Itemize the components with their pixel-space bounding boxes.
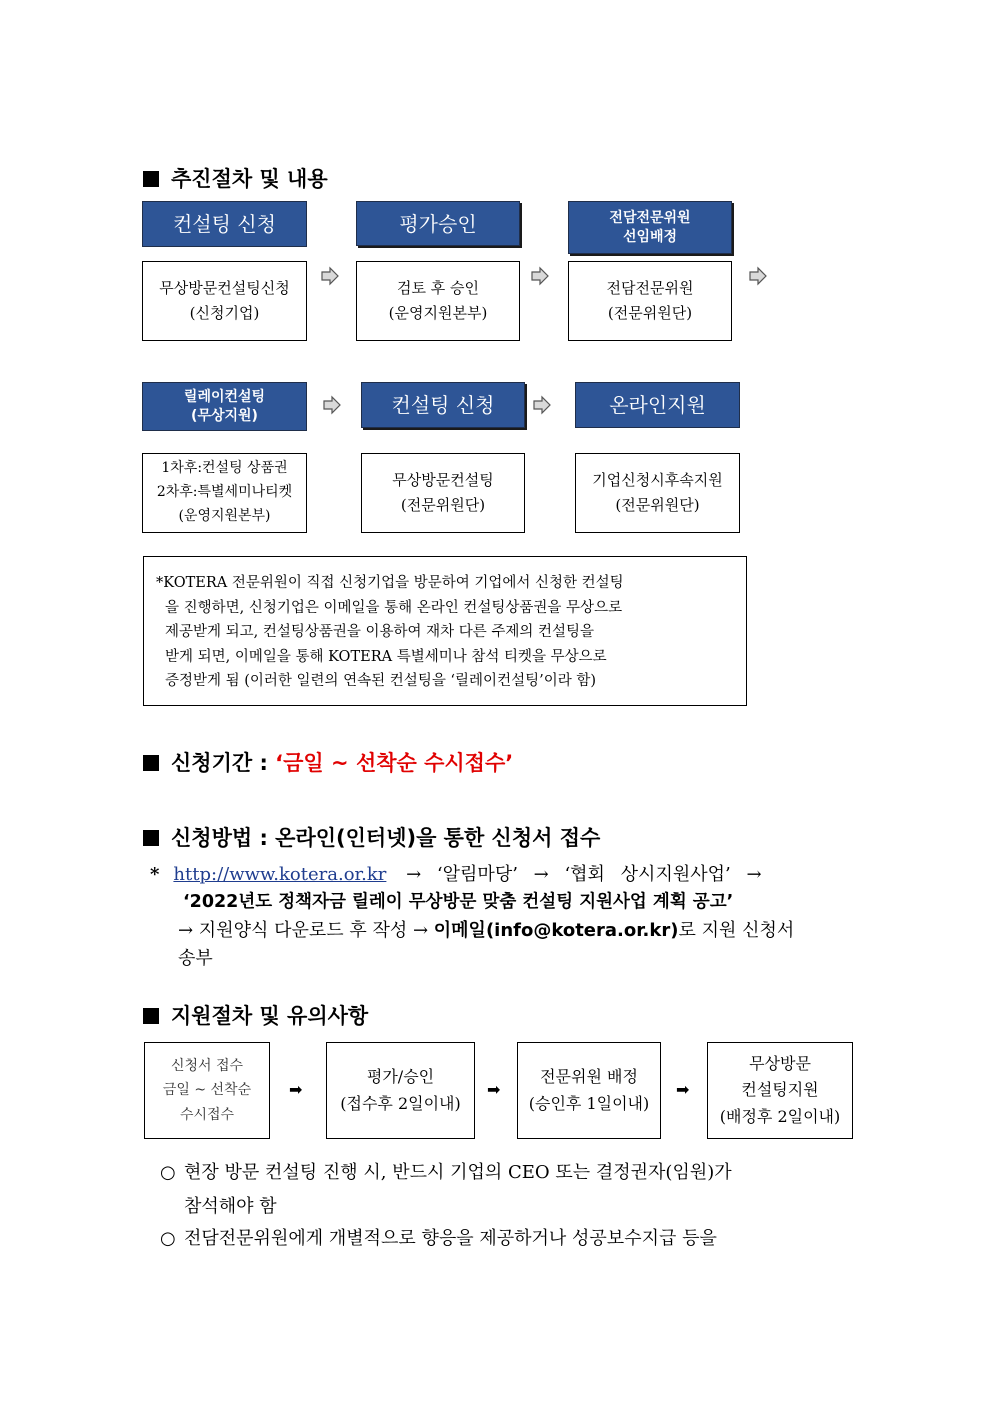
heading-text: 지원절차 및 유의사항 <box>171 1004 369 1028</box>
step-box-expert <box>568 261 732 341</box>
notice-line: 전담전문위원에게 개별적으로 향응을 제공하거나 성공보수지급 등을 <box>184 1228 717 1249</box>
step-header-line: 선임배정 <box>622 228 678 245</box>
step-header-line: 릴레이컨설팅 <box>183 389 266 406</box>
note-line: *KOTERA 전문위원이 직접 신청기업을 방문하여 기업에서 신청한 컨설팅 <box>156 575 624 591</box>
section-heading-period <box>143 747 513 777</box>
method-line-2 <box>183 888 733 913</box>
flow-step-evaluation <box>326 1042 475 1139</box>
step-box-line: 2차후:특별세미나티켓 <box>156 484 293 501</box>
step-header-label: 컨설팅 신청 <box>391 393 495 417</box>
section-heading-support-procedure <box>143 1000 368 1030</box>
section-heading-method <box>143 822 600 852</box>
step-header-line: (무상지원) <box>191 407 258 424</box>
step-box-line: (전문위원단) <box>607 304 693 322</box>
step-header-label: 컨설팅 신청 <box>173 212 276 236</box>
method-path: → ‘알림마당’ → ‘협회 상시지원사업’ → <box>406 864 762 885</box>
step-box-line: 무상방문컨설팅 <box>392 471 494 490</box>
step-box-line: 기업신청시후속지원 <box>592 471 723 490</box>
square-bullet-icon <box>143 1008 159 1024</box>
chevron-right-icon <box>748 266 768 286</box>
announcement-title: ‘2022년도 정책자금 릴레이 무상방문 맞춤 컨설팅 지원사업 계획 공고’ <box>183 892 734 912</box>
note-line: 증정받게 됨 (이러한 일련의 연속된 컨설팅을 ‘릴레이컨설팅’이라 함) <box>165 673 596 689</box>
period-value: ‘금일 ~ 선착순 수시접수’ <box>275 751 514 775</box>
step-header-expert-assign <box>568 201 732 254</box>
square-bullet-icon <box>143 755 159 771</box>
step-box-line: 검토 후 승인 <box>397 279 479 298</box>
notice-line: 참석해야 함 <box>184 1196 277 1217</box>
method-step-text: 로 지원 신청서 <box>678 920 795 941</box>
circle-bullet-icon: ○ <box>160 1162 176 1183</box>
note-line: 제공받게 되고, 컨설팅상품권을 이용하여 재차 다른 주제의 컨설팅을 <box>165 624 595 640</box>
flow-step-visit-consulting <box>707 1042 853 1139</box>
step-box-line: 전담전문위원 <box>606 279 694 298</box>
step-box-line: (신청기업) <box>189 304 260 322</box>
step-header-evaluation <box>356 201 520 246</box>
flow-step-line: (배정후 2일이내) <box>719 1106 841 1126</box>
flow-step-line: 평가/승인 <box>366 1067 435 1087</box>
flow-step-line: 신청서 접수 <box>170 1057 244 1074</box>
step-header-consulting-apply <box>142 201 307 247</box>
note-line: 을 진행하면, 신청기업은 이메일을 통해 온라인 컨설팅상품권을 무상으로 <box>165 599 623 616</box>
flow-step-line: 전문위원 배정 <box>540 1067 638 1087</box>
step-box-visit-consulting <box>361 453 525 533</box>
step-box-line: (운영지원본부) <box>388 304 488 322</box>
arrow-right-icon: ➡ <box>289 1080 303 1099</box>
flow-step-line: 컨설팅지원 <box>741 1080 819 1100</box>
step-header-online-support <box>575 382 740 428</box>
step-box-online <box>575 453 740 533</box>
step-box-consulting-apply <box>142 261 307 341</box>
chevron-right-icon <box>320 266 340 286</box>
method-step-text: 송부 <box>178 948 213 969</box>
step-header-line: 전담전문위원 <box>609 210 691 227</box>
kotera-link[interactable]: http://www.kotera.or.kr <box>173 864 387 885</box>
step-box-line: (운영지원본부) <box>178 507 271 524</box>
step-box-line: (전문위원단) <box>400 496 486 514</box>
flow-step-line: 수시접수 <box>179 1106 235 1123</box>
email-address[interactable]: 이메일(info@kotera.or.kr) <box>433 920 679 941</box>
method-step-text: → 지원양식 다운로드 후 작성 → <box>178 920 429 941</box>
notice-line: 현장 방문 컨설팅 진행 시, 반드시 기업의 CEO 또는 결정권자(임원)가 <box>184 1162 732 1183</box>
notice-item <box>160 1222 717 1256</box>
chevron-right-icon <box>322 395 342 415</box>
heading-text: 신청기간 : <box>171 751 268 775</box>
asterisk-mark: * <box>150 864 160 885</box>
arrow-right-icon: ➡ <box>676 1080 690 1099</box>
square-bullet-icon <box>143 171 159 187</box>
method-line-1 <box>150 860 762 886</box>
flow-step-line: (승인후 1일이내) <box>528 1093 650 1113</box>
step-box-relay <box>142 453 307 533</box>
step-header-relay-consulting <box>142 382 307 431</box>
square-bullet-icon <box>143 830 159 846</box>
step-box-line: 무상방문컨설팅신청 <box>159 279 290 298</box>
step-header-label: 평가승인 <box>399 211 477 236</box>
heading-text: 신청방법 : 온라인(인터넷)을 통한 신청서 접수 <box>171 826 601 850</box>
relay-consulting-note <box>143 556 747 706</box>
chevron-right-icon <box>530 266 550 286</box>
step-header-consulting-apply-2 <box>361 382 525 428</box>
step-box-line: (전문위원단) <box>615 496 700 514</box>
step-box-review <box>356 261 520 341</box>
method-line-4 <box>178 944 213 970</box>
flow-step-line: 무상방문 <box>749 1053 811 1073</box>
section-heading-procedure <box>143 163 328 193</box>
heading-text: 추진절차 및 내용 <box>171 167 328 191</box>
note-line: 받게 되면, 이메일을 통해 KOTERA 특별세미나 참석 티켓을 무상으로 <box>165 648 607 665</box>
flow-step-line: (접수후 2일이내) <box>340 1093 461 1113</box>
method-line-3 <box>178 916 794 942</box>
step-header-label: 온라인지원 <box>609 393 706 417</box>
flow-step-line: 금일 ~ 선착순 <box>162 1082 252 1099</box>
arrow-right-icon: ➡ <box>487 1080 501 1099</box>
circle-bullet-icon: ○ <box>160 1228 176 1249</box>
notice-item <box>160 1156 732 1224</box>
flow-step-receipt <box>144 1042 270 1139</box>
flow-step-expert-assign <box>517 1042 661 1139</box>
chevron-right-icon <box>532 395 552 415</box>
step-box-line: 1차후:컨설팅 상품권 <box>161 460 288 477</box>
